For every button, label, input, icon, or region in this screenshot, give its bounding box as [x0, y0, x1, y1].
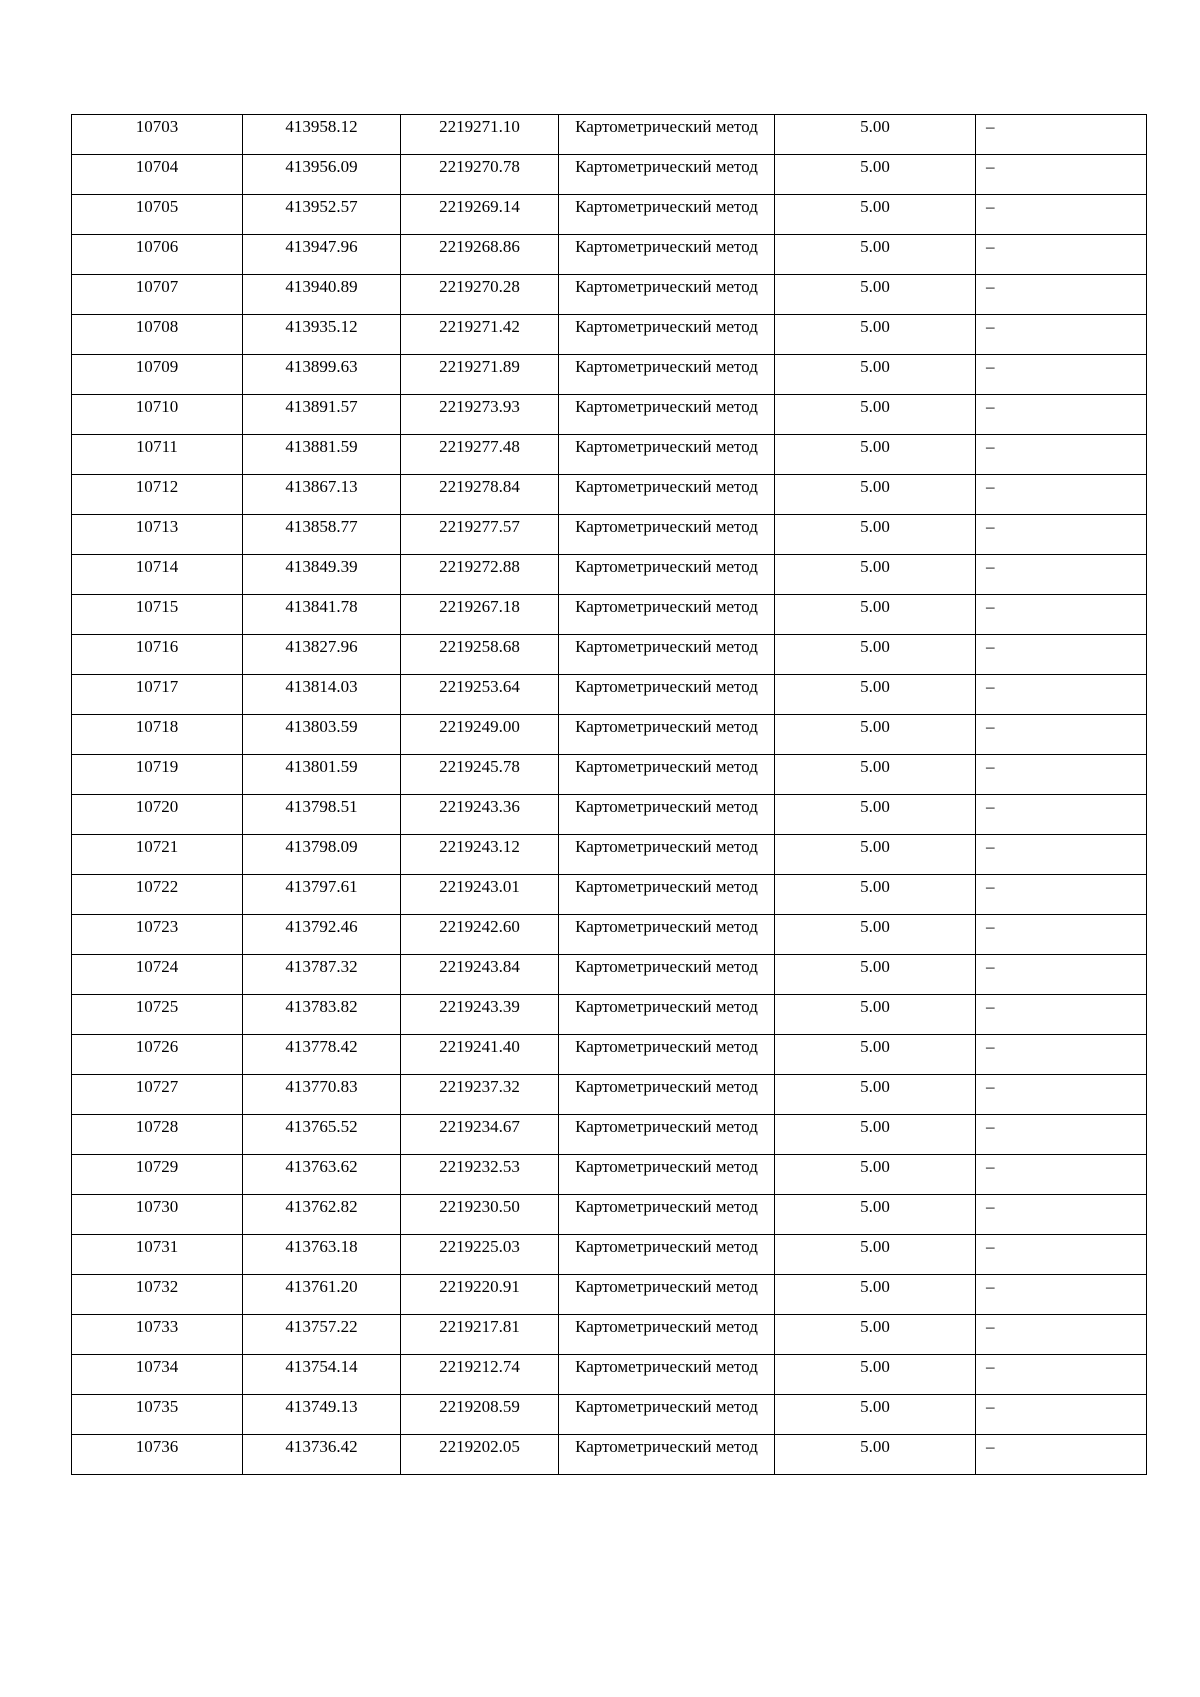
point-number-cell: 10726: [72, 1035, 243, 1075]
x-coordinate-cell: 413940.89: [243, 275, 401, 315]
point-number-cell: 10725: [72, 995, 243, 1035]
accuracy-cell: 5.00: [775, 1435, 976, 1475]
y-coordinate-cell: 2219267.18: [401, 595, 559, 635]
method-cell: Картометрический метод: [559, 915, 775, 955]
note-cell: –: [976, 155, 1147, 195]
accuracy-cell: 5.00: [775, 1315, 976, 1355]
coordinates-table-body: [72, 115, 1147, 1475]
point-number-cell: 10722: [72, 875, 243, 915]
method-cell: Картометрический метод: [559, 235, 775, 275]
x-coordinate-cell: 413935.12: [243, 315, 401, 355]
method-cell: Картометрический метод: [559, 795, 775, 835]
method-cell: Картометрический метод: [559, 555, 775, 595]
point-number-cell: 10735: [72, 1395, 243, 1435]
note-cell: –: [976, 1195, 1147, 1235]
accuracy-cell: 5.00: [775, 155, 976, 195]
method-cell: Картометрический метод: [559, 715, 775, 755]
table-row: [72, 355, 1147, 395]
y-coordinate-cell: 2219270.78: [401, 155, 559, 195]
x-coordinate-cell: 413749.13: [243, 1395, 401, 1435]
method-cell: Картометрический метод: [559, 1035, 775, 1075]
x-coordinate-cell: 413757.22: [243, 1315, 401, 1355]
note-cell: –: [976, 955, 1147, 995]
x-coordinate-cell: 413858.77: [243, 515, 401, 555]
point-number-cell: 10703: [72, 115, 243, 155]
method-cell: Картометрический метод: [559, 875, 775, 915]
table-row: [72, 1035, 1147, 1075]
table-row: [72, 995, 1147, 1035]
point-number-cell: 10704: [72, 155, 243, 195]
method-cell: Картометрический метод: [559, 475, 775, 515]
x-coordinate-cell: 413956.09: [243, 155, 401, 195]
y-coordinate-cell: 2219245.78: [401, 755, 559, 795]
x-coordinate-cell: 413867.13: [243, 475, 401, 515]
y-coordinate-cell: 2219234.67: [401, 1115, 559, 1155]
point-number-cell: 10717: [72, 675, 243, 715]
x-coordinate-cell: 413801.59: [243, 755, 401, 795]
y-coordinate-cell: 2219253.64: [401, 675, 559, 715]
point-number-cell: 10723: [72, 915, 243, 955]
method-cell: Картометрический метод: [559, 1195, 775, 1235]
table-row: [72, 635, 1147, 675]
table-row: [72, 755, 1147, 795]
method-cell: Картометрический метод: [559, 955, 775, 995]
method-cell: Картометрический метод: [559, 1395, 775, 1435]
x-coordinate-cell: 413797.61: [243, 875, 401, 915]
note-cell: –: [976, 1355, 1147, 1395]
x-coordinate-cell: 413765.52: [243, 1115, 401, 1155]
x-coordinate-cell: 413761.20: [243, 1275, 401, 1315]
point-number-cell: 10713: [72, 515, 243, 555]
x-coordinate-cell: 413770.83: [243, 1075, 401, 1115]
y-coordinate-cell: 2219242.60: [401, 915, 559, 955]
x-coordinate-cell: 413947.96: [243, 235, 401, 275]
method-cell: Картометрический метод: [559, 155, 775, 195]
note-cell: –: [976, 835, 1147, 875]
point-number-cell: 10706: [72, 235, 243, 275]
table-row: [72, 1395, 1147, 1435]
x-coordinate-cell: 413814.03: [243, 675, 401, 715]
point-number-cell: 10724: [72, 955, 243, 995]
table-row: [72, 795, 1147, 835]
table-row: [72, 235, 1147, 275]
note-cell: –: [976, 275, 1147, 315]
table-row: [72, 395, 1147, 435]
point-number-cell: 10714: [72, 555, 243, 595]
point-number-cell: 10736: [72, 1435, 243, 1475]
accuracy-cell: 5.00: [775, 1395, 976, 1435]
accuracy-cell: 5.00: [775, 795, 976, 835]
accuracy-cell: 5.00: [775, 1035, 976, 1075]
x-coordinate-cell: 413778.42: [243, 1035, 401, 1075]
method-cell: Картометрический метод: [559, 995, 775, 1035]
note-cell: –: [976, 915, 1147, 955]
note-cell: –: [976, 235, 1147, 275]
y-coordinate-cell: 2219271.89: [401, 355, 559, 395]
point-number-cell: 10733: [72, 1315, 243, 1355]
y-coordinate-cell: 2219208.59: [401, 1395, 559, 1435]
note-cell: –: [976, 795, 1147, 835]
accuracy-cell: 5.00: [775, 315, 976, 355]
note-cell: –: [976, 1035, 1147, 1075]
note-cell: –: [976, 715, 1147, 755]
note-cell: –: [976, 475, 1147, 515]
table-row: [72, 1355, 1147, 1395]
x-coordinate-cell: 413958.12: [243, 115, 401, 155]
method-cell: Картометрический метод: [559, 1235, 775, 1275]
method-cell: Картометрический метод: [559, 1435, 775, 1475]
accuracy-cell: 5.00: [775, 475, 976, 515]
point-number-cell: 10728: [72, 1115, 243, 1155]
y-coordinate-cell: 2219243.84: [401, 955, 559, 995]
table-row: [72, 1115, 1147, 1155]
accuracy-cell: 5.00: [775, 355, 976, 395]
y-coordinate-cell: 2219212.74: [401, 1355, 559, 1395]
y-coordinate-cell: 2219243.12: [401, 835, 559, 875]
table-row: [72, 915, 1147, 955]
accuracy-cell: 5.00: [775, 995, 976, 1035]
method-cell: Картометрический метод: [559, 115, 775, 155]
note-cell: –: [976, 1115, 1147, 1155]
accuracy-cell: 5.00: [775, 195, 976, 235]
note-cell: –: [976, 195, 1147, 235]
accuracy-cell: 5.00: [775, 1075, 976, 1115]
y-coordinate-cell: 2219271.10: [401, 115, 559, 155]
accuracy-cell: 5.00: [775, 235, 976, 275]
coordinates-table: [71, 114, 1147, 1475]
table-row: [72, 1195, 1147, 1235]
note-cell: –: [976, 1075, 1147, 1115]
accuracy-cell: 5.00: [775, 835, 976, 875]
point-number-cell: 10715: [72, 595, 243, 635]
accuracy-cell: 5.00: [775, 1235, 976, 1275]
note-cell: –: [976, 395, 1147, 435]
note-cell: –: [976, 755, 1147, 795]
note-cell: –: [976, 675, 1147, 715]
note-cell: –: [976, 1235, 1147, 1275]
y-coordinate-cell: 2219273.93: [401, 395, 559, 435]
x-coordinate-cell: 413787.32: [243, 955, 401, 995]
y-coordinate-cell: 2219272.88: [401, 555, 559, 595]
y-coordinate-cell: 2219243.36: [401, 795, 559, 835]
x-coordinate-cell: 413798.09: [243, 835, 401, 875]
point-number-cell: 10718: [72, 715, 243, 755]
y-coordinate-cell: 2219232.53: [401, 1155, 559, 1195]
x-coordinate-cell: 413792.46: [243, 915, 401, 955]
accuracy-cell: 5.00: [775, 955, 976, 995]
accuracy-cell: 5.00: [775, 915, 976, 955]
note-cell: –: [976, 635, 1147, 675]
x-coordinate-cell: 413803.59: [243, 715, 401, 755]
point-number-cell: 10712: [72, 475, 243, 515]
y-coordinate-cell: 2219243.39: [401, 995, 559, 1035]
y-coordinate-cell: 2219271.42: [401, 315, 559, 355]
accuracy-cell: 5.00: [775, 875, 976, 915]
x-coordinate-cell: 413827.96: [243, 635, 401, 675]
note-cell: –: [976, 355, 1147, 395]
y-coordinate-cell: 2219202.05: [401, 1435, 559, 1475]
method-cell: Картометрический метод: [559, 1355, 775, 1395]
table-row: [72, 1275, 1147, 1315]
table-row: [72, 155, 1147, 195]
point-number-cell: 10731: [72, 1235, 243, 1275]
note-cell: –: [976, 555, 1147, 595]
note-cell: –: [976, 435, 1147, 475]
method-cell: Картометрический метод: [559, 275, 775, 315]
note-cell: –: [976, 875, 1147, 915]
table-row: [72, 1315, 1147, 1355]
accuracy-cell: 5.00: [775, 395, 976, 435]
note-cell: –: [976, 515, 1147, 555]
table-row: [72, 275, 1147, 315]
accuracy-cell: 5.00: [775, 1195, 976, 1235]
point-number-cell: 10707: [72, 275, 243, 315]
table-row: [72, 715, 1147, 755]
point-number-cell: 10727: [72, 1075, 243, 1115]
x-coordinate-cell: 413952.57: [243, 195, 401, 235]
x-coordinate-cell: 413783.82: [243, 995, 401, 1035]
accuracy-cell: 5.00: [775, 1155, 976, 1195]
method-cell: Картометрический метод: [559, 755, 775, 795]
accuracy-cell: 5.00: [775, 1355, 976, 1395]
point-number-cell: 10711: [72, 435, 243, 475]
table-row: [72, 555, 1147, 595]
method-cell: Картометрический метод: [559, 435, 775, 475]
y-coordinate-cell: 2219241.40: [401, 1035, 559, 1075]
accuracy-cell: 5.00: [775, 515, 976, 555]
method-cell: Картометрический метод: [559, 675, 775, 715]
note-cell: –: [976, 1315, 1147, 1355]
y-coordinate-cell: 2219278.84: [401, 475, 559, 515]
accuracy-cell: 5.00: [775, 675, 976, 715]
point-number-cell: 10732: [72, 1275, 243, 1315]
y-coordinate-cell: 2219277.48: [401, 435, 559, 475]
accuracy-cell: 5.00: [775, 635, 976, 675]
x-coordinate-cell: 413881.59: [243, 435, 401, 475]
y-coordinate-cell: 2219243.01: [401, 875, 559, 915]
accuracy-cell: 5.00: [775, 435, 976, 475]
point-number-cell: 10734: [72, 1355, 243, 1395]
table-row: [72, 675, 1147, 715]
note-cell: –: [976, 995, 1147, 1035]
y-coordinate-cell: 2219268.86: [401, 235, 559, 275]
method-cell: Картометрический метод: [559, 835, 775, 875]
x-coordinate-cell: 413841.78: [243, 595, 401, 635]
y-coordinate-cell: 2219230.50: [401, 1195, 559, 1235]
y-coordinate-cell: 2219217.81: [401, 1315, 559, 1355]
point-number-cell: 10705: [72, 195, 243, 235]
x-coordinate-cell: 413762.82: [243, 1195, 401, 1235]
y-coordinate-cell: 2219269.14: [401, 195, 559, 235]
table-row: [72, 955, 1147, 995]
x-coordinate-cell: 413763.62: [243, 1155, 401, 1195]
method-cell: Картометрический метод: [559, 635, 775, 675]
note-cell: –: [976, 1275, 1147, 1315]
point-number-cell: 10730: [72, 1195, 243, 1235]
point-number-cell: 10720: [72, 795, 243, 835]
y-coordinate-cell: 2219258.68: [401, 635, 559, 675]
table-row: [72, 315, 1147, 355]
accuracy-cell: 5.00: [775, 555, 976, 595]
accuracy-cell: 5.00: [775, 1115, 976, 1155]
point-number-cell: 10729: [72, 1155, 243, 1195]
x-coordinate-cell: 413798.51: [243, 795, 401, 835]
point-number-cell: 10721: [72, 835, 243, 875]
method-cell: Картометрический метод: [559, 195, 775, 235]
note-cell: –: [976, 1435, 1147, 1475]
table-row: [72, 515, 1147, 555]
x-coordinate-cell: 413763.18: [243, 1235, 401, 1275]
y-coordinate-cell: 2219220.91: [401, 1275, 559, 1315]
table-row: [72, 475, 1147, 515]
y-coordinate-cell: 2219225.03: [401, 1235, 559, 1275]
y-coordinate-cell: 2219249.00: [401, 715, 559, 755]
method-cell: Картометрический метод: [559, 1155, 775, 1195]
y-coordinate-cell: 2219270.28: [401, 275, 559, 315]
table-row: [72, 835, 1147, 875]
method-cell: Картометрический метод: [559, 1315, 775, 1355]
point-number-cell: 10709: [72, 355, 243, 395]
table-row: [72, 1155, 1147, 1195]
table-row: [72, 435, 1147, 475]
accuracy-cell: 5.00: [775, 755, 976, 795]
table-row: [72, 1435, 1147, 1475]
x-coordinate-cell: 413899.63: [243, 355, 401, 395]
method-cell: Картометрический метод: [559, 395, 775, 435]
point-number-cell: 10708: [72, 315, 243, 355]
method-cell: Картометрический метод: [559, 1075, 775, 1115]
note-cell: –: [976, 315, 1147, 355]
point-number-cell: 10719: [72, 755, 243, 795]
point-number-cell: 10710: [72, 395, 243, 435]
accuracy-cell: 5.00: [775, 595, 976, 635]
x-coordinate-cell: 413736.42: [243, 1435, 401, 1475]
y-coordinate-cell: 2219237.32: [401, 1075, 559, 1115]
method-cell: Картометрический метод: [559, 595, 775, 635]
note-cell: –: [976, 595, 1147, 635]
method-cell: Картометрический метод: [559, 1115, 775, 1155]
accuracy-cell: 5.00: [775, 275, 976, 315]
x-coordinate-cell: 413849.39: [243, 555, 401, 595]
accuracy-cell: 5.00: [775, 115, 976, 155]
method-cell: Картометрический метод: [559, 315, 775, 355]
table-row: [72, 595, 1147, 635]
accuracy-cell: 5.00: [775, 1275, 976, 1315]
table-row: [72, 195, 1147, 235]
table-row: [72, 115, 1147, 155]
y-coordinate-cell: 2219277.57: [401, 515, 559, 555]
table-row: [72, 1075, 1147, 1115]
note-cell: –: [976, 115, 1147, 155]
point-number-cell: 10716: [72, 635, 243, 675]
x-coordinate-cell: 413754.14: [243, 1355, 401, 1395]
x-coordinate-cell: 413891.57: [243, 395, 401, 435]
note-cell: –: [976, 1155, 1147, 1195]
method-cell: Картометрический метод: [559, 1275, 775, 1315]
method-cell: Картометрический метод: [559, 355, 775, 395]
method-cell: Картометрический метод: [559, 515, 775, 555]
note-cell: –: [976, 1395, 1147, 1435]
accuracy-cell: 5.00: [775, 715, 976, 755]
table-row: [72, 875, 1147, 915]
table-row: [72, 1235, 1147, 1275]
